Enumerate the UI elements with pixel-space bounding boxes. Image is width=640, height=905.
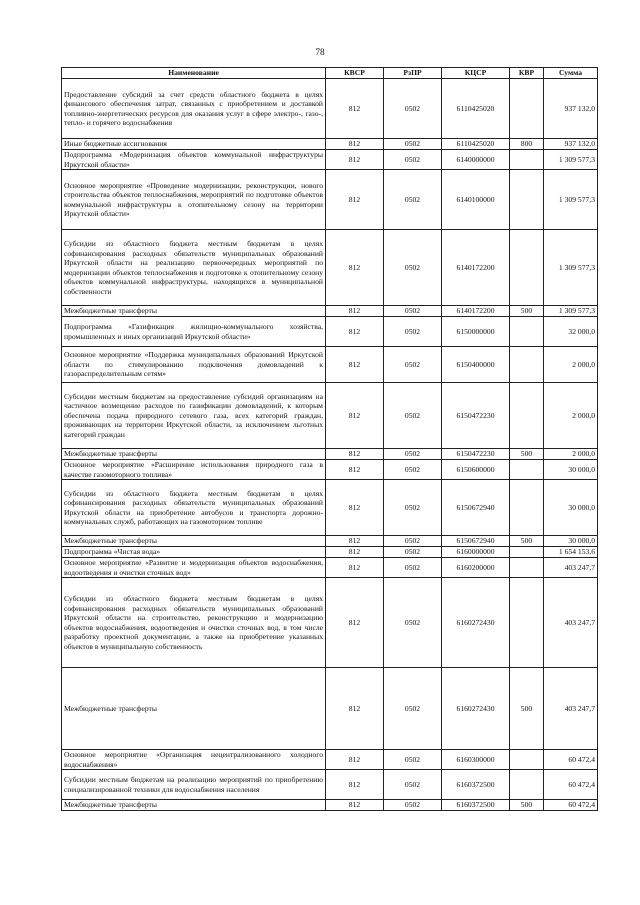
row-kvr: 500 (510, 536, 544, 547)
row-kvr (510, 347, 544, 383)
row-kvr (510, 578, 544, 668)
row-sum: 60 472,4 (544, 800, 598, 811)
row-kcsr: 6140172200 (442, 306, 510, 317)
header-name: Наименование (62, 68, 326, 79)
header-kvsr: КВСР (326, 68, 384, 79)
row-name: Основное мероприятие «Проведение модернизации, реконструкции, нового строительства объектов теплоснабжения, мероприятий по подготовке объектов коммунальной инфраструктуры к отопительному сезону на территории Иркутской области» (62, 170, 326, 230)
page-number: 78 (315, 47, 325, 57)
row-rzpr: 0502 (384, 750, 442, 770)
row-rzpr: 0502 (384, 306, 442, 317)
table-row (62, 306, 598, 317)
row-kvsr: 812 (326, 170, 384, 230)
table-row (62, 460, 598, 480)
row-kvsr: 812 (326, 139, 384, 150)
row-name: Межбюджетные трансферты (62, 306, 326, 317)
row-rzpr: 0502 (384, 150, 442, 170)
row-sum: 2 000,0 (544, 449, 598, 460)
table-row (62, 668, 598, 750)
row-kcsr: 6110425020 (442, 139, 510, 150)
header-rzpr: РзПР (384, 68, 442, 79)
header-row (62, 68, 598, 79)
table-row (62, 578, 598, 668)
table-row (62, 449, 598, 460)
row-kvsr: 812 (326, 150, 384, 170)
row-kcsr: 6160372500 (442, 770, 510, 800)
row-kcsr: 6150472230 (442, 383, 510, 449)
row-name: Субсидии местным бюджетам на реализацию мероприятий по приобретению специализированной техники для водоснабжения населения (62, 770, 326, 800)
row-sum: 60 472,4 (544, 750, 598, 770)
table-row (62, 770, 598, 800)
row-sum: 1 309 577,3 (544, 306, 598, 317)
row-name: Подпрограмма «Модернизация объектов коммунальной инфраструктуры Иркутской области» (62, 150, 326, 170)
row-kvsr: 812 (326, 750, 384, 770)
row-name: Основное мероприятие «Развитие и модернизация объектов водоснабжения, водоотведения и очистки сточных вод» (62, 558, 326, 578)
header-kvr: КВР (510, 68, 544, 79)
table-row (62, 230, 598, 306)
row-kcsr: 6160200000 (442, 558, 510, 578)
table-row (62, 800, 598, 811)
row-name: Основное мероприятие «Расширение использования природного газа в качестве газомоторного топлива» (62, 460, 326, 480)
row-rzpr: 0502 (384, 449, 442, 460)
row-name: Межбюджетные трансферты (62, 668, 326, 750)
row-rzpr: 0502 (384, 558, 442, 578)
header-kcsr: КЦСР (442, 68, 510, 79)
row-name: Субсидии из областного бюджета местным бюджетам в целях софинансирования расходных обязательств муниципальных образований Иркутской области на приобретение автобусов и транспорта дорожно-коммунальных служб, работающих на газомоторном топливе (62, 480, 326, 536)
table-row (62, 480, 598, 536)
row-kvr (510, 230, 544, 306)
row-kvr (510, 558, 544, 578)
row-kvr (510, 170, 544, 230)
row-kcsr: 6110425020 (442, 79, 510, 139)
row-kvr (510, 460, 544, 480)
row-sum: 1 654 153,6 (544, 547, 598, 558)
row-rzpr: 0502 (384, 383, 442, 449)
row-kvr (510, 383, 544, 449)
row-rzpr: 0502 (384, 800, 442, 811)
row-rzpr: 0502 (384, 139, 442, 150)
table-row (62, 547, 598, 558)
row-kvr (510, 150, 544, 170)
row-sum: 1 309 577,3 (544, 230, 598, 306)
table-row (62, 150, 598, 170)
row-sum: 403 247,7 (544, 668, 598, 750)
row-kcsr: 6160300000 (442, 750, 510, 770)
row-name: Подпрограмма «Чистая вода» (62, 547, 326, 558)
row-kvr (510, 750, 544, 770)
table-row (62, 536, 598, 547)
row-sum: 937 132,0 (544, 139, 598, 150)
header-sum: Сумма (544, 68, 598, 79)
table-row (62, 170, 598, 230)
row-name: Иные бюджетные ассигнования (62, 139, 326, 150)
row-kcsr: 6150400000 (442, 347, 510, 383)
row-kcsr: 6150000000 (442, 317, 510, 347)
row-kvsr: 812 (326, 770, 384, 800)
row-kcsr: 6160272430 (442, 578, 510, 668)
row-kvr: 500 (510, 800, 544, 811)
row-sum: 403 247,7 (544, 578, 598, 668)
row-kvr (510, 480, 544, 536)
row-kvsr: 812 (326, 383, 384, 449)
row-rzpr: 0502 (384, 170, 442, 230)
table-row (62, 79, 598, 139)
row-kvsr: 812 (326, 800, 384, 811)
row-kvr (510, 317, 544, 347)
row-kvsr: 812 (326, 347, 384, 383)
table-row (62, 139, 598, 150)
row-kvsr: 812 (326, 317, 384, 347)
row-rzpr: 0502 (384, 668, 442, 750)
row-kcsr: 6150672940 (442, 536, 510, 547)
row-kcsr: 6160272430 (442, 668, 510, 750)
row-rzpr: 0502 (384, 578, 442, 668)
row-kvr (510, 770, 544, 800)
row-rzpr: 0502 (384, 460, 442, 480)
row-sum: 30 000,0 (544, 480, 598, 536)
row-sum: 2 000,0 (544, 383, 598, 449)
row-kvr: 500 (510, 449, 544, 460)
row-kvsr: 812 (326, 536, 384, 547)
row-name: Субсидии местным бюджетам на предоставление субсидий организациям на частичное возмещение расходов по газификации домовладений, к которым обеспечена подача природного сетевого газа, всех категорий граждан, проживающих на территории Иркутской области, за исключением льготных категорий граждан (62, 383, 326, 449)
table-row (62, 558, 598, 578)
row-kvr: 800 (510, 139, 544, 150)
row-name: Межбюджетные трансферты (62, 536, 326, 547)
row-name: Межбюджетные трансферты (62, 800, 326, 811)
row-rzpr: 0502 (384, 480, 442, 536)
row-rzpr: 0502 (384, 347, 442, 383)
row-kvsr: 812 (326, 449, 384, 460)
row-kvsr: 812 (326, 460, 384, 480)
budget-table (61, 67, 598, 811)
row-sum: 1 309 577,3 (544, 150, 598, 170)
row-sum: 32 000,0 (544, 317, 598, 347)
row-kvsr: 812 (326, 558, 384, 578)
row-name: Субсидии из областного бюджета местным бюджетам в целях софинансирования расходных обязательств муниципальных образований Иркутской области на реализацию первоочередных мероприятий по модернизации объектов теплоснабжения и подготовке к отопительному сезону объектов коммунальной инфраструктуры, находящихся в муниципальной собственности (62, 230, 326, 306)
row-rzpr: 0502 (384, 230, 442, 306)
row-sum: 2 000,0 (544, 347, 598, 383)
row-rzpr: 0502 (384, 770, 442, 800)
row-kcsr: 6160000000 (442, 547, 510, 558)
row-name: Подпрограмма «Газификация жилищно-коммунального хозяйства, промышленных и иных организаций Иркутской области» (62, 317, 326, 347)
row-rzpr: 0502 (384, 536, 442, 547)
row-name: Предоставление субсидий за счет средств областного бюджета в целях финансового обеспечения затрат, связанных с приобретением и доставкой топливно-энергетических ресурсов для оказания услуг в сфере электро-, газо-, тепло- и горячего водоснабжения (62, 79, 326, 139)
row-kvsr: 812 (326, 79, 384, 139)
row-kcsr: 6140000000 (442, 150, 510, 170)
row-kvr (510, 79, 544, 139)
row-name: Основное мероприятие «Организация нецентрализованного холодного водоснабжения» (62, 750, 326, 770)
table-row (62, 317, 598, 347)
row-kvsr: 812 (326, 230, 384, 306)
row-name: Субсидии из областного бюджета местным бюджетам в целях софинансирования расходных обязательств муниципальных образований Иркутской области на строительство, реконструкцию и модернизацию объектов водоснабжения, водоотведения и очистки сточных вод, в том числе разработку проектной документации, а также на приобретение указанных объектов в муниципальную собственность (62, 578, 326, 668)
row-kvr: 500 (510, 306, 544, 317)
row-sum: 30 000,0 (544, 460, 598, 480)
row-kvsr: 812 (326, 547, 384, 558)
row-kvsr: 812 (326, 480, 384, 536)
row-kvsr: 812 (326, 668, 384, 750)
row-name: Основное мероприятие «Поддержка муниципальных образований Иркутской области по стимулированию подключения домовладений к газораспределительным сетям» (62, 347, 326, 383)
row-kvr: 500 (510, 668, 544, 750)
row-sum: 1 309 577,3 (544, 170, 598, 230)
row-kcsr: 6160372500 (442, 800, 510, 811)
row-kcsr: 6140100000 (442, 170, 510, 230)
table-row (62, 347, 598, 383)
row-kvr (510, 547, 544, 558)
row-sum: 30 000,0 (544, 536, 598, 547)
row-kvsr: 812 (326, 306, 384, 317)
row-sum: 403 247,7 (544, 558, 598, 578)
row-sum: 60 472,4 (544, 770, 598, 800)
row-kcsr: 6150672940 (442, 480, 510, 536)
table-row (62, 383, 598, 449)
table-row (62, 750, 598, 770)
row-name: Межбюджетные трансферты (62, 449, 326, 460)
row-kcsr: 6140172200 (442, 230, 510, 306)
row-rzpr: 0502 (384, 317, 442, 347)
row-sum: 937 132,0 (544, 79, 598, 139)
row-rzpr: 0502 (384, 547, 442, 558)
row-rzpr: 0502 (384, 79, 442, 139)
row-kcsr: 6150472230 (442, 449, 510, 460)
row-kcsr: 6150600000 (442, 460, 510, 480)
row-kvsr: 812 (326, 578, 384, 668)
